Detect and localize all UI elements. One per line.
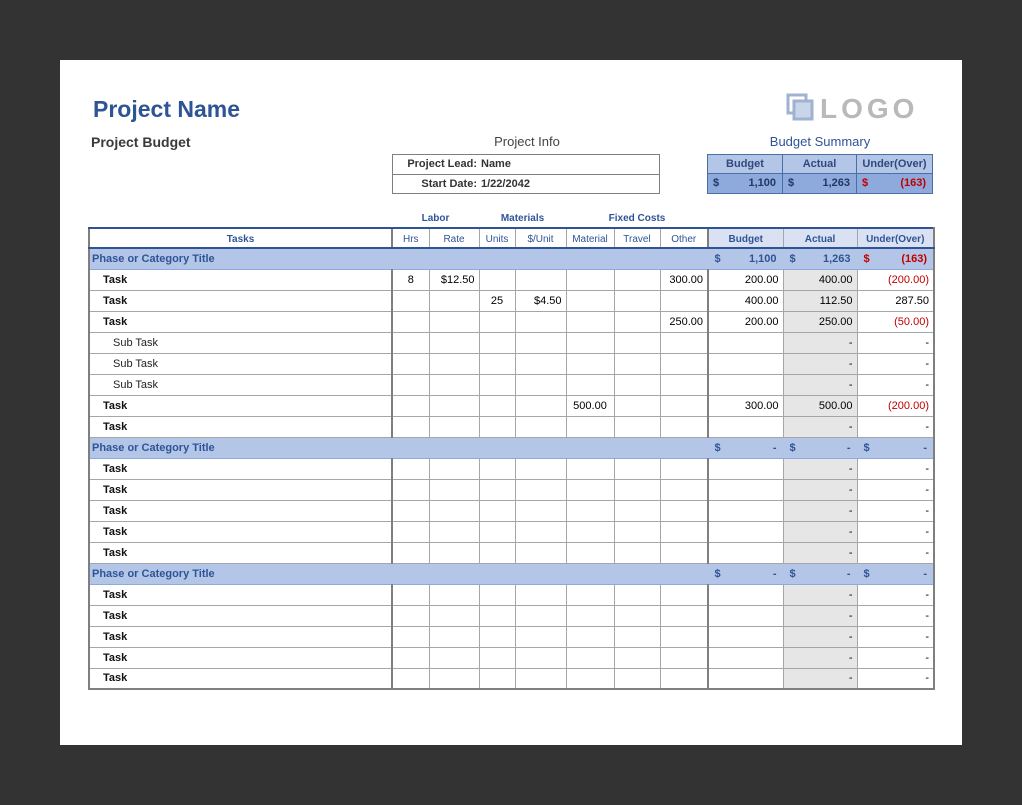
cell-under-over: -	[857, 416, 934, 437]
cell-per-unit[interactable]	[515, 584, 566, 605]
cell-rate[interactable]	[429, 395, 479, 416]
cell-material[interactable]	[566, 542, 614, 563]
cell-under-over: -	[857, 332, 934, 353]
currency-symbol: $	[789, 253, 796, 265]
logo	[786, 93, 931, 123]
task-name[interactable]: Task	[89, 416, 392, 437]
task-name[interactable]: Task	[89, 269, 392, 290]
project-info-box	[392, 154, 660, 194]
currency-symbol: $	[714, 253, 721, 265]
cell-travel[interactable]	[614, 311, 660, 332]
cell-actual: -	[783, 479, 857, 500]
cell-actual: -	[783, 521, 857, 542]
cell-budget[interactable]: 200.00	[708, 311, 783, 332]
task-name[interactable]: Task	[89, 500, 392, 521]
summary-budget-header: Budget	[708, 155, 783, 174]
cell-hrs[interactable]	[392, 479, 429, 500]
summary-actual-header: Actual	[783, 155, 857, 174]
phase-row	[89, 248, 934, 269]
cell-budget[interactable]	[708, 542, 783, 563]
cell-other[interactable]	[660, 521, 708, 542]
cell-per-unit[interactable]	[515, 500, 566, 521]
summary-under-over-header: Under(Over)	[857, 155, 932, 174]
cell-budget[interactable]	[708, 458, 783, 479]
cell-travel[interactable]	[614, 542, 660, 563]
budget-summary-heading: Budget Summary	[769, 134, 871, 149]
currency-symbol: $	[863, 253, 870, 265]
cell-budget[interactable]	[708, 479, 783, 500]
cell-budget[interactable]: 300.00	[708, 395, 783, 416]
cell-units[interactable]	[479, 479, 515, 500]
cell-budget[interactable]: 200.00	[708, 269, 783, 290]
task-name[interactable]: Task	[89, 542, 392, 563]
phase-under-over-amount: -	[923, 567, 927, 580]
cell-actual: -	[783, 626, 857, 647]
cell-per-unit[interactable]: $4.50	[515, 290, 566, 311]
phase-budget-total	[708, 563, 783, 584]
cell-material[interactable]	[566, 605, 614, 626]
cell-budget[interactable]	[708, 647, 783, 668]
currency-symbol: $	[862, 177, 869, 189]
task-row	[89, 626, 934, 647]
cell-hrs[interactable]	[392, 521, 429, 542]
col-per-unit: $/Unit	[515, 228, 566, 248]
cell-hrs[interactable]	[392, 542, 429, 563]
cell-other[interactable]	[660, 542, 708, 563]
cell-under-over: -	[857, 374, 934, 395]
cell-other[interactable]	[660, 668, 708, 689]
cell-travel[interactable]	[614, 353, 660, 374]
cell-budget[interactable]	[708, 353, 783, 374]
phase-under-over-total	[857, 563, 934, 584]
summary-under-over-amount: (163)	[900, 177, 926, 189]
cell-under-over: -	[857, 500, 934, 521]
cell-other[interactable]	[660, 458, 708, 479]
cell-actual: -	[783, 584, 857, 605]
cell-actual: -	[783, 353, 857, 374]
phase-under-over-total	[857, 437, 934, 458]
cell-travel[interactable]	[614, 479, 660, 500]
project-budget-subtitle: Project Budget	[91, 134, 191, 150]
cell-units[interactable]	[479, 626, 515, 647]
cell-hrs[interactable]	[392, 332, 429, 353]
cell-material[interactable]	[566, 500, 614, 521]
task-row	[89, 269, 934, 290]
phase-row	[89, 437, 934, 458]
cell-hrs[interactable]	[392, 626, 429, 647]
budget-table	[88, 227, 935, 690]
phase-actual-total	[783, 437, 857, 458]
cell-units[interactable]	[479, 458, 515, 479]
cell-travel[interactable]	[614, 332, 660, 353]
cell-material[interactable]	[566, 521, 614, 542]
summary-under-over-value[interactable]	[857, 174, 932, 193]
cell-material[interactable]	[566, 311, 614, 332]
cell-under-over: (50.00)	[857, 311, 934, 332]
col-budget: Budget	[708, 228, 783, 248]
task-row	[89, 542, 934, 563]
task-name[interactable]: Task	[89, 626, 392, 647]
cell-material[interactable]	[566, 290, 614, 311]
task-name[interactable]: Task	[89, 458, 392, 479]
cell-material[interactable]	[566, 332, 614, 353]
task-row	[89, 668, 934, 689]
cell-units[interactable]	[479, 605, 515, 626]
cell-budget[interactable]	[708, 500, 783, 521]
cell-under-over: -	[857, 542, 934, 563]
task-name[interactable]: Task	[89, 395, 392, 416]
cell-travel[interactable]	[614, 605, 660, 626]
cell-units[interactable]	[479, 311, 515, 332]
cell-per-unit[interactable]	[515, 521, 566, 542]
cell-travel[interactable]	[614, 584, 660, 605]
cell-material[interactable]	[566, 416, 614, 437]
summary-actual-value[interactable]	[783, 174, 857, 193]
cell-actual: -	[783, 458, 857, 479]
cell-units[interactable]	[479, 353, 515, 374]
cell-other[interactable]: 250.00	[660, 311, 708, 332]
task-name[interactable]: Task	[89, 584, 392, 605]
subtask-name[interactable]: Sub Task	[89, 353, 392, 374]
cell-budget[interactable]	[708, 332, 783, 353]
cell-hrs[interactable]	[392, 290, 429, 311]
task-name[interactable]: Task	[89, 521, 392, 542]
task-name[interactable]: Task	[89, 290, 392, 311]
cell-budget[interactable]	[708, 416, 783, 437]
logo-text: LOGO	[820, 93, 919, 123]
project-lead-value[interactable]: Name	[481, 158, 511, 170]
cell-under-over: -	[857, 668, 934, 689]
cell-travel[interactable]	[614, 416, 660, 437]
currency-symbol: $	[714, 441, 721, 454]
cell-hrs[interactable]	[392, 395, 429, 416]
cell-rate[interactable]	[429, 416, 479, 437]
cell-other[interactable]	[660, 605, 708, 626]
phase-actual-total	[783, 563, 857, 584]
currency-symbol: $	[789, 567, 796, 580]
project-title[interactable]: Project Name	[93, 96, 241, 122]
cell-rate[interactable]	[429, 626, 479, 647]
task-row	[89, 395, 934, 416]
col-material: Material	[566, 228, 614, 248]
phase-under-over-amount: -	[923, 441, 927, 454]
task-row	[89, 311, 934, 332]
phase-title[interactable]: Phase or Category Title	[89, 563, 708, 584]
col-actual: Actual	[783, 228, 857, 248]
currency-symbol: $	[714, 567, 721, 580]
cell-actual: 112.50	[783, 290, 857, 311]
start-date-row	[393, 175, 659, 194]
subtask-row	[89, 374, 934, 395]
cell-material[interactable]	[566, 626, 614, 647]
cell-actual: -	[783, 416, 857, 437]
cell-rate[interactable]	[429, 311, 479, 332]
cell-per-unit[interactable]	[515, 332, 566, 353]
cell-rate[interactable]	[429, 542, 479, 563]
task-name[interactable]: Task	[89, 311, 392, 332]
cell-under-over: 287.50	[857, 290, 934, 311]
cell-material[interactable]	[566, 479, 614, 500]
cell-travel[interactable]	[614, 626, 660, 647]
col-hrs: Hrs	[392, 228, 429, 248]
cell-material[interactable]	[566, 458, 614, 479]
budget-sheet	[60, 60, 962, 745]
task-row	[89, 647, 934, 668]
cell-under-over: (200.00)	[857, 269, 934, 290]
cell-rate[interactable]	[429, 290, 479, 311]
currency-symbol: $	[713, 177, 720, 189]
currency-symbol: $	[788, 177, 795, 189]
col-other: Other	[660, 228, 708, 248]
cell-material[interactable]	[566, 353, 614, 374]
col-units: Units	[479, 228, 515, 248]
cell-travel[interactable]	[614, 374, 660, 395]
phase-actual-total	[783, 248, 857, 269]
cell-per-unit[interactable]	[515, 668, 566, 689]
cell-travel[interactable]	[614, 500, 660, 521]
task-row	[89, 500, 934, 521]
cell-rate[interactable]	[429, 584, 479, 605]
cell-material[interactable]	[566, 374, 614, 395]
subtask-name[interactable]: Sub Task	[89, 374, 392, 395]
cell-travel[interactable]	[614, 290, 660, 311]
cell-units[interactable]: 25	[479, 290, 515, 311]
cell-rate[interactable]	[429, 605, 479, 626]
cell-rate[interactable]	[429, 647, 479, 668]
cell-material[interactable]	[566, 584, 614, 605]
summary-actual-amount: 1,263	[822, 177, 850, 189]
project-lead-row	[393, 155, 659, 175]
cell-travel[interactable]	[614, 668, 660, 689]
cell-per-unit[interactable]	[515, 353, 566, 374]
task-row	[89, 479, 934, 500]
phase-actual-amount: -	[846, 441, 851, 454]
cell-units[interactable]	[479, 521, 515, 542]
task-row	[89, 584, 934, 605]
cell-actual: -	[783, 542, 857, 563]
cell-under-over: -	[857, 458, 934, 479]
phase-under-over-amount: (163)	[901, 253, 927, 265]
cell-other[interactable]	[660, 353, 708, 374]
project-lead-label: Project Lead:	[407, 158, 477, 170]
cell-per-unit[interactable]	[515, 311, 566, 332]
phase-title[interactable]: Phase or Category Title	[89, 437, 708, 458]
cell-hrs[interactable]	[392, 416, 429, 437]
currency-symbol: $	[863, 567, 870, 580]
cell-under-over: -	[857, 647, 934, 668]
cell-hrs[interactable]	[392, 605, 429, 626]
summary-budget-value[interactable]	[708, 174, 783, 193]
cell-rate[interactable]	[429, 332, 479, 353]
cell-other[interactable]	[660, 374, 708, 395]
cell-units[interactable]	[479, 542, 515, 563]
cell-under-over: -	[857, 479, 934, 500]
phase-budget-total	[708, 248, 783, 269]
materials-group-label: Materials	[500, 213, 545, 224]
currency-symbol: $	[789, 441, 796, 454]
cell-actual: -	[783, 668, 857, 689]
cell-actual: 250.00	[783, 311, 857, 332]
cell-under-over: -	[857, 521, 934, 542]
task-row	[89, 458, 934, 479]
task-row	[89, 290, 934, 311]
subtask-row	[89, 332, 934, 353]
cell-actual: -	[783, 647, 857, 668]
cell-per-unit[interactable]	[515, 647, 566, 668]
cell-units[interactable]	[479, 269, 515, 290]
subtask-name[interactable]: Sub Task	[89, 332, 392, 353]
cell-travel[interactable]	[614, 269, 660, 290]
start-date-value[interactable]: 1/22/2042	[481, 178, 530, 190]
task-name[interactable]: Task	[89, 605, 392, 626]
cell-rate[interactable]	[429, 500, 479, 521]
cell-rate[interactable]	[429, 668, 479, 689]
cell-other[interactable]: 300.00	[660, 269, 708, 290]
cell-per-unit[interactable]	[515, 374, 566, 395]
cell-actual: -	[783, 374, 857, 395]
cell-hrs[interactable]	[392, 311, 429, 332]
cell-other[interactable]	[660, 626, 708, 647]
cell-units[interactable]	[479, 395, 515, 416]
table-header-row	[89, 228, 934, 248]
cell-under-over: -	[857, 353, 934, 374]
summary-budget-amount: 1,100	[748, 177, 776, 189]
cell-actual: -	[783, 605, 857, 626]
cell-rate[interactable]	[429, 458, 479, 479]
labor-group-label: Labor	[421, 213, 450, 224]
cell-hrs[interactable]	[392, 668, 429, 689]
phase-budget-amount: -	[772, 567, 777, 580]
cell-travel[interactable]	[614, 458, 660, 479]
cell-material[interactable]	[566, 269, 614, 290]
cell-under-over: -	[857, 626, 934, 647]
budget-summary-box	[707, 154, 933, 194]
cell-per-unit[interactable]	[515, 416, 566, 437]
subtask-row	[89, 353, 934, 374]
start-date-label: Start Date:	[421, 178, 477, 190]
phase-budget-total	[708, 437, 783, 458]
cell-per-unit[interactable]	[515, 605, 566, 626]
cell-rate[interactable]	[429, 479, 479, 500]
cell-under-over: (200.00)	[857, 395, 934, 416]
task-row	[89, 605, 934, 626]
cell-units[interactable]	[479, 416, 515, 437]
col-travel: Travel	[614, 228, 660, 248]
phase-title[interactable]: Phase or Category Title	[89, 248, 708, 269]
cell-hrs[interactable]: 8	[392, 269, 429, 290]
cell-budget[interactable]: 400.00	[708, 290, 783, 311]
cell-actual: 500.00	[783, 395, 857, 416]
cell-other[interactable]	[660, 647, 708, 668]
cell-hrs[interactable]	[392, 647, 429, 668]
phase-budget-amount: -	[772, 441, 777, 454]
cell-per-unit[interactable]	[515, 479, 566, 500]
cell-budget[interactable]	[708, 374, 783, 395]
col-tasks: Tasks	[89, 228, 392, 248]
cell-actual: -	[783, 332, 857, 353]
phase-row	[89, 563, 934, 584]
task-name[interactable]: Task	[89, 647, 392, 668]
phase-under-over-total	[857, 248, 934, 269]
cell-per-unit[interactable]	[515, 542, 566, 563]
col-rate: Rate	[429, 228, 479, 248]
cell-travel[interactable]	[614, 647, 660, 668]
task-row	[89, 416, 934, 437]
cell-material[interactable]	[566, 647, 614, 668]
cell-rate[interactable]	[429, 521, 479, 542]
cell-material[interactable]	[566, 668, 614, 689]
cell-per-unit[interactable]	[515, 626, 566, 647]
cell-under-over: -	[857, 605, 934, 626]
cell-hrs[interactable]	[392, 500, 429, 521]
phase-actual-amount: 1,263	[822, 253, 851, 265]
cell-budget[interactable]	[708, 521, 783, 542]
cell-budget[interactable]	[708, 605, 783, 626]
cell-per-unit[interactable]	[515, 395, 566, 416]
cell-rate[interactable]	[429, 374, 479, 395]
fixed-costs-group-label: Fixed Costs	[608, 213, 666, 224]
cell-units[interactable]	[479, 668, 515, 689]
currency-symbol: $	[863, 441, 870, 454]
cell-other[interactable]	[660, 584, 708, 605]
cell-rate[interactable]: $12.50	[429, 269, 479, 290]
cell-other[interactable]	[660, 395, 708, 416]
cell-other[interactable]	[660, 500, 708, 521]
task-name[interactable]: Task	[89, 479, 392, 500]
task-row	[89, 521, 934, 542]
cell-actual: -	[783, 500, 857, 521]
cell-travel[interactable]	[614, 395, 660, 416]
cell-material[interactable]: 500.00	[566, 395, 614, 416]
cell-hrs[interactable]	[392, 458, 429, 479]
cell-units[interactable]	[479, 500, 515, 521]
cell-budget[interactable]	[708, 584, 783, 605]
phase-actual-amount: -	[846, 567, 851, 580]
project-info-heading: Project Info	[494, 134, 560, 149]
task-name[interactable]: Task	[89, 668, 392, 689]
cell-under-over: -	[857, 584, 934, 605]
cell-hrs[interactable]	[392, 353, 429, 374]
phase-budget-amount: 1,100	[748, 253, 777, 265]
cell-other[interactable]	[660, 290, 708, 311]
cell-other[interactable]	[660, 416, 708, 437]
cell-units[interactable]	[479, 647, 515, 668]
cell-units[interactable]	[479, 332, 515, 353]
cell-other[interactable]	[660, 332, 708, 353]
cell-budget[interactable]	[708, 668, 783, 689]
cell-actual: 400.00	[783, 269, 857, 290]
cell-hrs[interactable]	[392, 374, 429, 395]
cell-travel[interactable]	[614, 521, 660, 542]
cell-rate[interactable]	[429, 353, 479, 374]
col-under-over: Under(Over)	[857, 228, 934, 248]
cell-per-unit[interactable]	[515, 458, 566, 479]
cell-units[interactable]	[479, 584, 515, 605]
cell-hrs[interactable]	[392, 584, 429, 605]
cell-budget[interactable]	[708, 626, 783, 647]
cell-other[interactable]	[660, 479, 708, 500]
cell-units[interactable]	[479, 374, 515, 395]
cell-per-unit[interactable]	[515, 269, 566, 290]
